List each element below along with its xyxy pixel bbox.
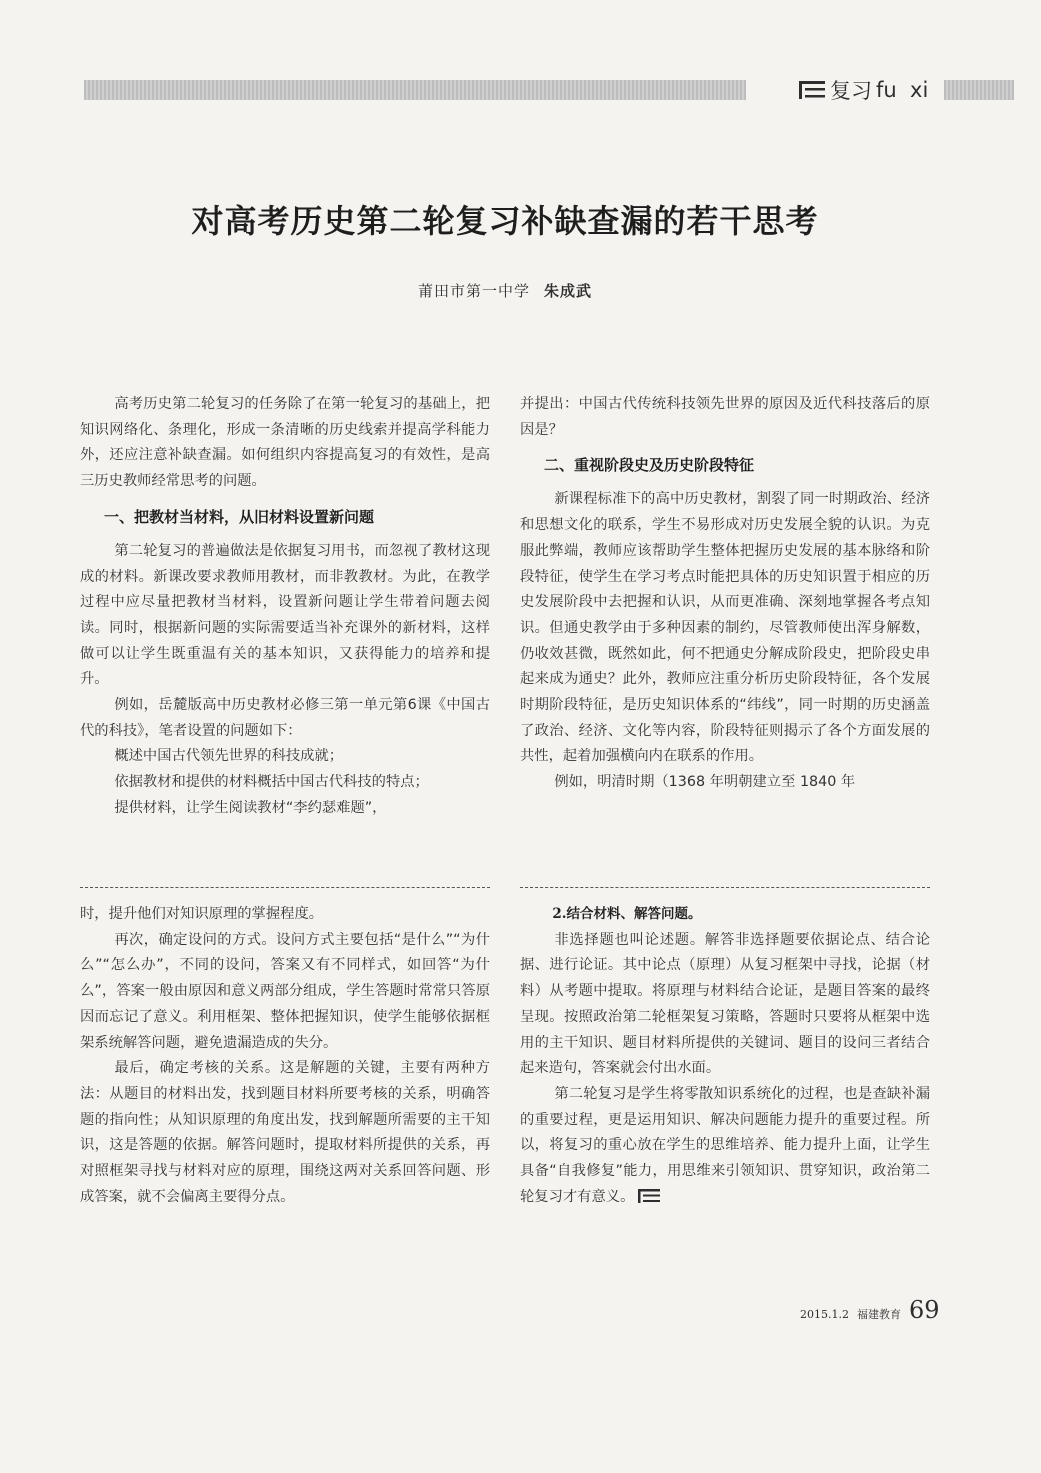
header-decor-bar-right — [944, 80, 1014, 100]
header-decor-bar — [84, 80, 746, 100]
column-divider-left — [80, 887, 490, 888]
paragraph: 例如，岳麓版高中历史教材必修三第一单元第6课《中国古代的科技》，笔者设置的问题如下： — [80, 697, 490, 739]
paragraph: 时，提升他们对知识原理的掌握程度。 — [80, 906, 324, 922]
subsection-heading: 2.结合材料、解答问题。 — [552, 906, 702, 922]
page-footer — [800, 1296, 940, 1330]
section-label — [798, 76, 928, 104]
paragraph: 最后，确定考核的关系。这是解题的关键，主要有两种方法：从题目的材料出发，找到题目材料所要考核的关系，明确答题的指向性；从知识原理的角度出发，找到解题所需要的主干知识，这是答题的依据。解答问题时，提取材料所提供的关系，再对照框架寻找与材料对应的原理，围绕这两对关系回答问题、形成答案，就不会偏离主要得分点。 — [80, 1060, 490, 1205]
paragraph: 依据教材和提供的材料概括中国古代科技的特点； — [114, 774, 429, 791]
paragraph: 非选择题也叫论述题。解答非选择题要依据论点、结合论据、进行论证。其中论点（原理）从复习框架中寻找，论据（材料）从考题中提取。将原理与材料结合论证，是题目答案的最终呈现。按照政治第二轮框架复习策略，答题时只要将从框架中选用的主干知识、题目材料所提供的关键词、题目的设问三者结合起来造句，答案就会付出水面。 — [520, 931, 930, 1077]
section-heading-2: 二、重视阶段史及历史阶段特征 — [544, 456, 755, 475]
paragraph: 并提出：中国古代传统科技领先世界的原因及近代科技落后的原因是？ — [520, 396, 930, 438]
paragraph: 提供材料，让学生阅读教材“李约瑟难题”， — [114, 799, 387, 816]
paragraph: 新课程标准下的高中历史教材，割裂了同一时期政治、经济和思想文化的联系，学生不易形成对历史发展全貌的认识。为克服此弊端，教师应该帮助学生整体把握历史发展的基本脉络和阶段特征，使学生在学习考点时能把具体的历史知识置于相应的历史发展阶段中去把握和认识，从而更准确、深刻地掌握各考点知识。但通史教学由于多种因素的制约，尽管教师使出浑身解数，仍收效甚微，既然如此，何不把通史分解成阶段史，把阶段史串起来成为通史？此外，教师应注重分析历史阶段特征，各个发展时期阶段特征，是历史知识体系的“纬线”，同一时期的历史涵盖了政治、经济、文化等内容，阶段特征则揭示了各个方面发展的共性，起着加强横向内在联系的作用。 — [520, 491, 930, 765]
paragraph: 概述中国古代领先世界的科技成就； — [114, 748, 344, 765]
paragraph: 第二轮复习的普遍做法是依据复习用书，而忽视了教材这现成的材料。新课改要求教师用教材，而非教教材。为此，在教学过程中应尽量把教材当材料，设置新问题让学生带着问题去阅读。同时，根据新问题的实际需要适当补充课外的新材料，这样做可以让学生既重温有关的基本知识，又获得能力的培养和提升。 — [80, 542, 490, 688]
right-column-bottom — [520, 902, 930, 1210]
paragraph — [520, 1082, 930, 1211]
section-heading-1: 一、把教材当材料，从旧材料设置新问题 — [104, 507, 375, 526]
issue-date: 2015.1.2 — [800, 1308, 849, 1321]
journal-logo-icon — [798, 80, 826, 100]
section-name-pinyin: fu xi — [876, 78, 929, 102]
journal-name: 福建教育 — [856, 1308, 901, 1321]
paragraph: 例如，明清时期（1368 年明朝建立至 1840 年 — [554, 774, 856, 791]
closing-paragraph-text: 第二轮复习是学生将零散知识系统化的过程，也是查缺补漏的重要过程，更是运用知识、解决问题能力提升的重要过程。所以，将复习的重心放在学生的思维培养、能力提升上面，让学生具备“自我修复”能力，用思维来引领知识、贯穿知识，政治第二轮复习才有意义。 — [520, 1085, 930, 1205]
byline — [0, 280, 1010, 301]
author: 朱成武 — [544, 282, 593, 300]
page-number: 69 — [908, 1296, 940, 1324]
left-column-bottom — [80, 902, 490, 1210]
paragraph: 再次，确定设问的方式。设问方式主要包括“是什么”“为什么”“怎么办”，不同的设问，答案又有不同样式，如回答“为什么”，答案一般由原因和意义两部分组成，学生答题时常常只答原因而忘记了意义。利用框架、整体把握知识，使学生能够依据框架系统解答问题，避免遗漏造成的失分。 — [80, 931, 490, 1051]
section-name-cn: 复习 — [830, 79, 872, 103]
left-column-top — [80, 392, 490, 822]
end-mark-icon — [638, 1189, 660, 1203]
article-title: 对高考历史第二轮复习补缺查漏的若干思考 — [191, 202, 819, 240]
affiliation: 莆田市第一中学 — [417, 282, 530, 300]
right-column-top — [520, 392, 930, 796]
paragraph: 高考历史第二轮复习的任务除了在第一轮复习的基础上，把知识网络化、条理化，形成一条清晰的历史线索并提高学科能力外，还应注意补缺查漏。如何组织内容提高复习的有效性，是高三历史教师经常思考的问题。 — [80, 396, 490, 490]
column-divider-right — [520, 887, 930, 888]
